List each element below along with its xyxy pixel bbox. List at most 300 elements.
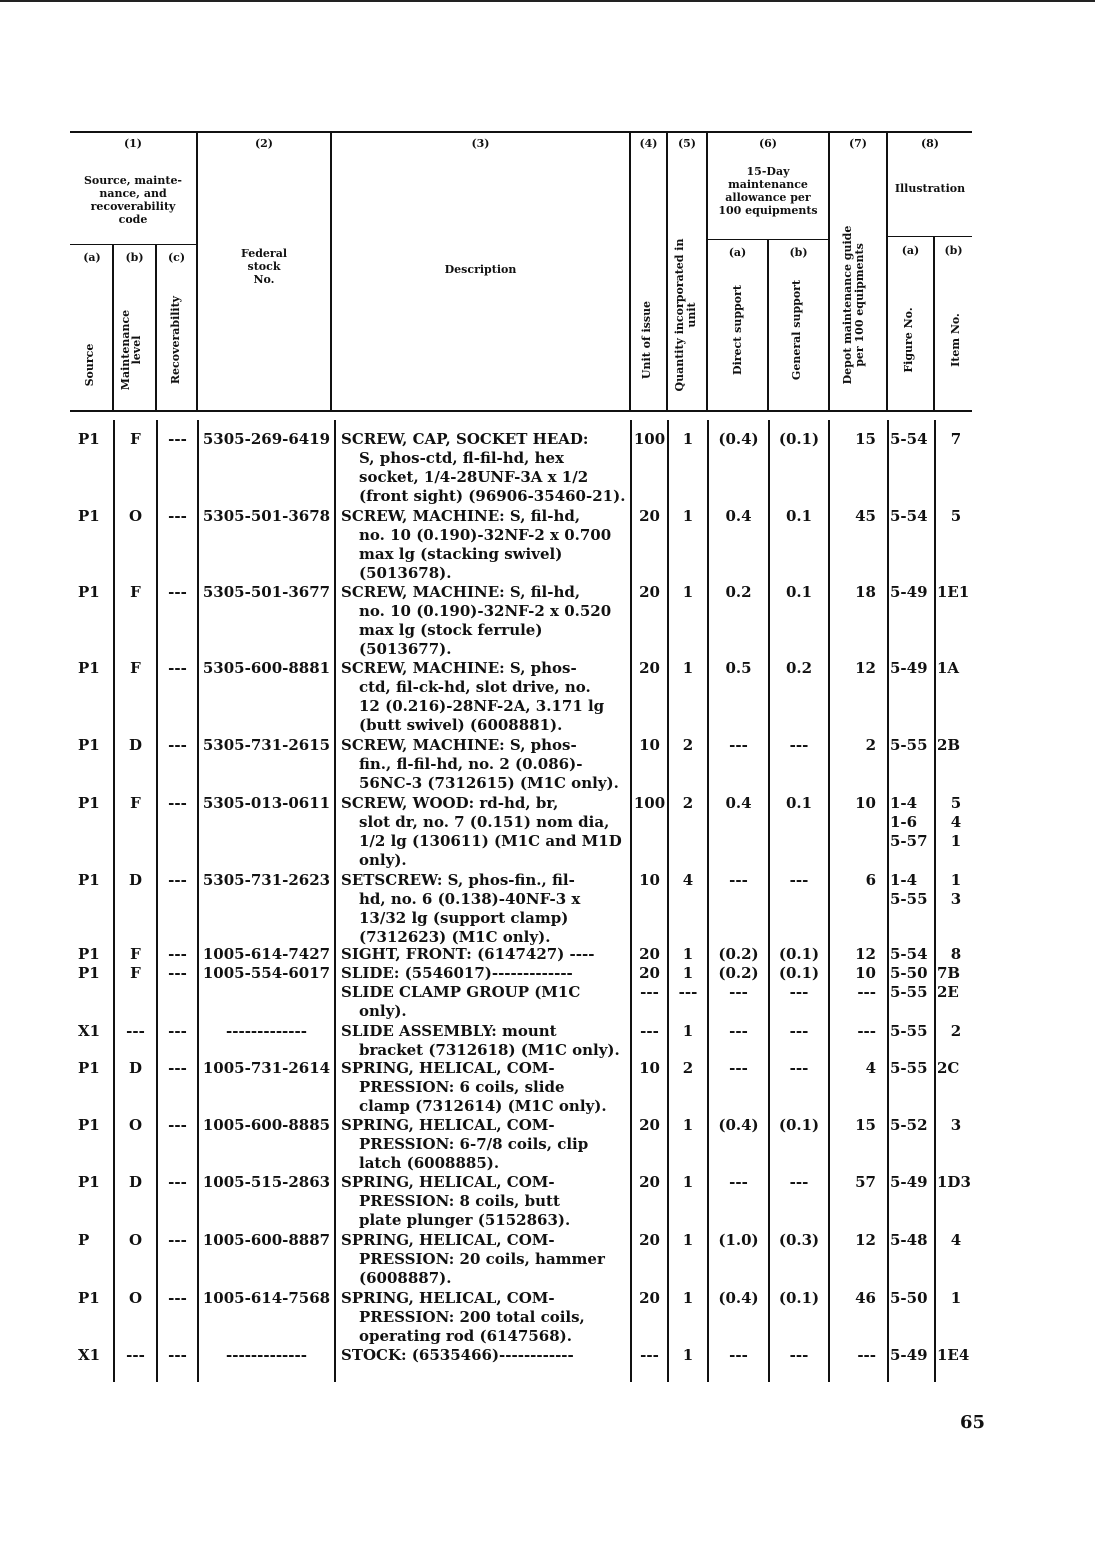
cell-item-no: 1 <box>950 871 962 889</box>
description-line: fin., fl-fil-hd, no. 2 (0.086)- <box>359 755 583 773</box>
rule-7-8 <box>886 131 888 410</box>
cell-quantity: 2 <box>682 736 694 754</box>
cell-unit-of-issue: 20 <box>639 964 660 982</box>
cell-general-support: (0.1) <box>778 430 820 448</box>
cell-recoverability: --- <box>168 583 187 601</box>
cell-unit-of-issue: 10 <box>639 1059 660 1077</box>
cell-item-no: 2 <box>950 1022 962 1040</box>
cell-federal-stock-no: 5305-013-0611 <box>202 794 331 812</box>
cell-maintenance-level: O <box>128 1289 143 1307</box>
cell-depot-guide: --- <box>857 983 876 1001</box>
description-line: SCREW, MACHINE: S, phos- <box>341 736 577 754</box>
description-line: no. 10 (0.190)-32NF-2 x 0.700 <box>359 526 612 544</box>
cell-quantity: --- <box>678 983 698 1001</box>
cell-figure-no: 5-50 <box>890 1289 928 1307</box>
cell-quantity: 1 <box>682 1022 694 1040</box>
cell-maintenance-level: F <box>130 945 141 963</box>
cell-quantity: 1 <box>682 1231 694 1249</box>
cell-depot-guide: --- <box>857 1346 876 1364</box>
cell-figure-no: 5-49 <box>890 1346 928 1364</box>
cell-item-no: 8 <box>950 945 962 963</box>
cell-item-no: 7 <box>950 430 962 448</box>
description-line: only). <box>359 851 407 869</box>
cell-general-support: (0.3) <box>778 1231 820 1249</box>
rule-4-5 <box>666 131 668 410</box>
cell-figure-no: 5-54 <box>890 430 928 448</box>
cell-federal-stock-no: 1005-600-8887 <box>202 1231 331 1249</box>
cell-source: X1 <box>78 1022 101 1040</box>
cell-item-no: 1D3 <box>937 1173 971 1191</box>
description-line: 1/2 lg (130611) (M1C and M1D <box>359 832 622 850</box>
cell-description <box>341 1173 626 1230</box>
cell-quantity: 1 <box>682 1173 694 1191</box>
cell-unit-of-issue: 10 <box>639 871 660 889</box>
cell-maintenance-level: O <box>128 1116 143 1134</box>
cell-general-support: (0.1) <box>778 1289 820 1307</box>
description-line: bracket (7312618) (M1C only). <box>359 1041 620 1059</box>
cell-general-support: --- <box>789 1022 809 1040</box>
col1-number: (1) <box>123 137 143 150</box>
cell-maintenance-level: F <box>130 583 141 601</box>
cell-description <box>341 983 626 1021</box>
cell-maintenance-level: F <box>130 430 141 448</box>
cell-direct-support: (0.4) <box>718 430 759 448</box>
cell-general-support: (0.1) <box>778 945 820 963</box>
cell-figure-no: 5-55 <box>890 890 928 908</box>
description-line: SPRING, HELICAL, COM- <box>341 1231 555 1249</box>
cell-recoverability: --- <box>168 794 187 812</box>
description-line: operating rod (6147568). <box>359 1327 572 1345</box>
col4-vertical: Unit of issue <box>640 300 653 380</box>
cell-item-no: 3 <box>950 1116 962 1134</box>
description-line: clamp (7312614) (M1C only). <box>359 1097 607 1115</box>
cell-federal-stock-no: ------------- <box>226 1346 307 1364</box>
cell-maintenance-level: D <box>128 871 142 889</box>
cell-maintenance-level: F <box>130 659 141 677</box>
cell-direct-support: (0.4) <box>718 1289 759 1307</box>
description-line: SPRING, HELICAL, COM- <box>341 1289 555 1307</box>
cell-source: P1 <box>78 1289 100 1307</box>
cell-federal-stock-no: 5305-269-6419 <box>202 430 331 448</box>
cell-federal-stock-no: 5305-501-3678 <box>202 507 331 525</box>
description-line: SLIDE ASSEMBLY: mount <box>341 1022 557 1040</box>
col1-title <box>70 174 196 226</box>
description-line: slot dr, no. 7 (0.151) nom dia, <box>359 813 610 831</box>
cell-direct-support: --- <box>729 1346 748 1364</box>
header-top-rule <box>70 131 972 133</box>
description-line: PRESSION: 8 coils, butt <box>359 1192 560 1210</box>
cell-depot-guide: 10 <box>855 794 876 812</box>
cell-figure-no: 1-4 <box>890 794 918 812</box>
description-line: (6008887). <box>359 1269 452 1287</box>
col2-title <box>198 247 330 286</box>
col6b-label: (b) <box>789 246 808 259</box>
cell-direct-support: --- <box>729 1059 748 1077</box>
cell-source: P1 <box>78 430 100 448</box>
cell-depot-guide: 45 <box>855 507 876 525</box>
description-line: S, phos-ctd, fl-fil-hd, hex <box>359 449 564 467</box>
col1-title-line: recoverability <box>90 200 176 213</box>
cell-figure-no: 5-55 <box>890 983 928 1001</box>
cell-recoverability: --- <box>168 1231 187 1249</box>
col5-vertical: Quantity incorporated in unit <box>673 238 698 392</box>
cell-depot-guide: 10 <box>855 964 876 982</box>
description-line: latch (6008885). <box>359 1154 500 1172</box>
col1c-vertical: Recoverability <box>169 295 182 385</box>
description-line: SCREW, MACHINE: S, fil-hd, <box>341 507 581 525</box>
col6b-vertical: General support <box>790 279 803 381</box>
col8-sub-rule <box>886 236 972 237</box>
rule-1a-1b <box>112 245 114 410</box>
cell-maintenance-level: D <box>128 1173 142 1191</box>
description-line: only). <box>359 1002 407 1020</box>
cell-recoverability: --- <box>168 659 187 677</box>
cell-figure-no: 5-54 <box>890 507 928 525</box>
cell-recoverability: --- <box>168 871 187 889</box>
cell-item-no: 5 <box>950 794 962 812</box>
description-line: max lg (stock ferrule) <box>359 621 543 639</box>
cell-depot-guide: 46 <box>855 1289 876 1307</box>
cell-maintenance-level: O <box>128 507 143 525</box>
cell-source: P1 <box>78 1059 100 1077</box>
col1a-vertical: Source <box>83 343 96 387</box>
cell-recoverability: --- <box>168 507 187 525</box>
col2-number: (2) <box>254 137 274 150</box>
cell-federal-stock-no: 5305-600-8881 <box>202 659 331 677</box>
rule-3-4 <box>629 131 631 410</box>
cell-quantity: 1 <box>682 507 694 525</box>
cell-description <box>341 1116 626 1173</box>
cell-description <box>341 1346 626 1365</box>
col8a-label: (a) <box>901 244 920 257</box>
col5-number: (5) <box>677 137 697 150</box>
body-rule-4 <box>334 420 336 1382</box>
cell-source: P1 <box>78 659 100 677</box>
col6-title-line: allowance per <box>725 191 811 204</box>
cell-description <box>341 583 626 659</box>
cell-depot-guide: --- <box>857 1022 876 1040</box>
cell-general-support: 0.1 <box>785 794 813 812</box>
cell-source: P1 <box>78 1173 100 1191</box>
cell-recoverability: --- <box>168 736 187 754</box>
cell-description <box>341 794 626 870</box>
cell-recoverability: --- <box>168 1022 187 1040</box>
cell-direct-support: 0.4 <box>725 507 752 525</box>
cell-quantity: 1 <box>682 1346 694 1364</box>
cell-unit-of-issue: 100 <box>633 794 666 812</box>
rule-1b-1c <box>155 245 157 410</box>
cell-direct-support: 0.2 <box>725 583 752 601</box>
cell-maintenance-level: --- <box>126 1346 145 1364</box>
cell-figure-no: 1-4 <box>890 871 918 889</box>
cell-description <box>341 736 626 793</box>
cell-figure-no: 5-48 <box>890 1231 928 1249</box>
cell-unit-of-issue: 20 <box>639 945 660 963</box>
description-line: (5013677). <box>359 640 452 658</box>
cell-recoverability: --- <box>168 1059 187 1077</box>
cell-figure-no: 5-52 <box>890 1116 928 1134</box>
description-line: (butt swivel) (6008881). <box>359 716 563 734</box>
cell-figure-no: 5-55 <box>890 736 928 754</box>
cell-source: X1 <box>78 1346 101 1364</box>
cell-federal-stock-no: 1005-614-7427 <box>202 945 331 963</box>
cell-maintenance-level: O <box>128 1231 143 1249</box>
col2-title-line: Federal <box>241 247 287 260</box>
cell-general-support: (0.1) <box>778 964 820 982</box>
cell-maintenance-level: F <box>130 964 141 982</box>
description-line: SPRING, HELICAL, COM- <box>341 1059 555 1077</box>
cell-federal-stock-no: 5305-731-2623 <box>202 871 331 889</box>
cell-direct-support: (0.2) <box>718 945 759 963</box>
col1c-label: (c) <box>167 251 186 264</box>
rule-6a-6b <box>767 240 769 410</box>
description-line: STOCK: (6535466)------------ <box>341 1346 574 1364</box>
cell-depot-guide: 57 <box>855 1173 876 1191</box>
cell-source: P1 <box>78 507 100 525</box>
cell-source: P <box>78 1231 90 1249</box>
cell-unit-of-issue: 20 <box>639 507 660 525</box>
cell-unit-of-issue: 10 <box>639 736 660 754</box>
description-line: SLIDE CLAMP GROUP (M1C <box>341 983 581 1001</box>
cell-recoverability: --- <box>168 430 187 448</box>
description-line: PRESSION: 20 coils, hammer <box>359 1250 605 1268</box>
cell-item-no: 4 <box>950 1231 962 1249</box>
cell-unit-of-issue: 20 <box>639 1116 660 1134</box>
col6-number: (6) <box>758 137 778 150</box>
cell-direct-support: --- <box>729 1173 748 1191</box>
description-line: SPRING, HELICAL, COM- <box>341 1173 555 1191</box>
description-line: ctd, fil-ck-hd, slot drive, no. <box>359 678 591 696</box>
description-line: SCREW, MACHINE: S, fil-hd, <box>341 583 581 601</box>
cell-federal-stock-no: 1005-515-2863 <box>202 1173 331 1191</box>
cell-unit-of-issue: 20 <box>639 583 660 601</box>
rule-6-7 <box>828 131 830 410</box>
col4-number: (4) <box>639 137 658 150</box>
cell-source: P1 <box>78 871 100 889</box>
col1-title-line: code <box>118 213 148 226</box>
cell-quantity: 2 <box>682 1059 694 1077</box>
cell-quantity: 1 <box>682 583 694 601</box>
page-top-rule <box>0 0 1095 2</box>
col8-number: (8) <box>920 137 940 150</box>
cell-depot-guide: 2 <box>865 736 876 754</box>
cell-direct-support: --- <box>729 871 748 889</box>
description-line: (front sight) (96906-35460-21). <box>359 487 626 505</box>
cell-description <box>341 964 626 983</box>
cell-unit-of-issue: 20 <box>639 659 660 677</box>
cell-direct-support: 0.5 <box>725 659 752 677</box>
cell-figure-no: 5-50 <box>890 964 928 982</box>
cell-depot-guide: 6 <box>865 871 876 889</box>
cell-general-support: --- <box>789 736 809 754</box>
cell-item-no: 1E4 <box>937 1346 970 1364</box>
col6a-label: (a) <box>728 246 747 259</box>
cell-figure-no: 5-55 <box>890 1059 928 1077</box>
cell-source: P1 <box>78 1116 100 1134</box>
cell-unit-of-issue: --- <box>640 1346 659 1364</box>
cell-general-support: --- <box>789 1346 809 1364</box>
description-line: (5013678). <box>359 564 452 582</box>
description-line: no. 10 (0.190)-32NF-2 x 0.520 <box>359 602 612 620</box>
cell-figure-no: 5-55 <box>890 1022 928 1040</box>
cell-description <box>341 1022 626 1060</box>
body-rule-10 <box>887 420 889 1382</box>
page-number: 65 <box>960 1412 986 1433</box>
description-line: SLIDE: (5546017)------------- <box>341 964 573 982</box>
description-line: SPRING, HELICAL, COM- <box>341 1116 555 1134</box>
cell-source: P1 <box>78 736 100 754</box>
cell-description <box>341 1059 626 1116</box>
cell-depot-guide: 12 <box>855 659 876 677</box>
cell-figure-no: 5-57 <box>890 832 928 850</box>
col1-sub-rule <box>70 244 196 245</box>
cell-maintenance-level: --- <box>126 1022 145 1040</box>
col7-vertical: Depot maintenance guide per 100 equipments <box>841 225 866 385</box>
cell-federal-stock-no: ------------- <box>226 1022 307 1040</box>
header-bottom-rule <box>70 410 972 412</box>
cell-maintenance-level: F <box>130 794 141 812</box>
cell-description <box>341 945 626 964</box>
cell-quantity: 4 <box>682 871 694 889</box>
cell-direct-support: --- <box>729 1022 748 1040</box>
cell-quantity: 1 <box>682 430 694 448</box>
description-line: SETSCREW: S, phos-fin., fil- <box>341 871 575 889</box>
col3-title: Description <box>444 263 517 276</box>
cell-general-support: 0.1 <box>785 507 813 525</box>
cell-description <box>341 1289 626 1346</box>
cell-recoverability: --- <box>168 945 187 963</box>
cell-recoverability: --- <box>168 964 187 982</box>
cell-direct-support: 0.4 <box>725 794 752 812</box>
col1b-vertical: Maintenance level <box>119 309 143 391</box>
cell-description <box>341 507 626 583</box>
col1a-label: (a) <box>83 251 101 264</box>
description-line: 12 (0.216)-28NF-2A, 3.171 lg <box>359 697 605 715</box>
cell-quantity: 1 <box>682 945 694 963</box>
description-line: PRESSION: 200 total coils, <box>359 1308 585 1326</box>
cell-depot-guide: 18 <box>855 583 876 601</box>
col1b-label: (b) <box>125 251 144 264</box>
cell-description <box>341 1231 626 1288</box>
cell-description <box>341 659 626 735</box>
cell-direct-support: (0.4) <box>718 1116 759 1134</box>
description-line: 56NC-3 (7312615) (M1C only). <box>359 774 619 792</box>
cell-quantity: 1 <box>682 1116 694 1134</box>
col8b-vertical: Item No. <box>949 313 962 367</box>
cell-source: P1 <box>78 945 100 963</box>
col6a-vertical: Direct support <box>731 285 744 375</box>
cell-direct-support: (0.2) <box>718 964 759 982</box>
cell-federal-stock-no: 1005-600-8885 <box>202 1116 331 1134</box>
cell-source: P1 <box>78 964 100 982</box>
cell-general-support: 0.2 <box>785 659 813 677</box>
cell-federal-stock-no: 1005-554-6017 <box>202 964 331 982</box>
description-line: socket, 1/4-28UNF-3A x 1/2 <box>359 468 589 486</box>
cell-quantity: 2 <box>682 794 694 812</box>
cell-federal-stock-no: 1005-731-2614 <box>202 1059 331 1077</box>
col8b-label: (b) <box>944 244 963 257</box>
cell-federal-stock-no: 5305-501-3677 <box>202 583 331 601</box>
cell-depot-guide: 12 <box>855 1231 876 1249</box>
cell-figure-no: 5-49 <box>890 659 928 677</box>
cell-source: P1 <box>78 794 100 812</box>
cell-unit-of-issue: 20 <box>639 1289 660 1307</box>
cell-general-support: --- <box>789 1059 809 1077</box>
cell-general-support: --- <box>789 1173 809 1191</box>
description-line: SCREW, CAP, SOCKET HEAD: <box>341 430 589 448</box>
cell-federal-stock-no: 5305-731-2615 <box>202 736 331 754</box>
cell-general-support: --- <box>789 983 809 1001</box>
description-line: SIGHT, FRONT: (6147427) ---- <box>341 945 595 963</box>
cell-item-no: 5 <box>950 507 962 525</box>
cell-description <box>341 871 626 947</box>
col6-title-line: 15-Day <box>746 165 790 178</box>
cell-recoverability: --- <box>168 1116 187 1134</box>
col2-title-line: No. <box>253 273 275 286</box>
cell-general-support: (0.1) <box>778 1116 820 1134</box>
cell-maintenance-level: D <box>128 736 142 754</box>
cell-unit-of-issue: 100 <box>633 430 666 448</box>
cell-unit-of-issue: 20 <box>639 1173 660 1191</box>
description-line: SCREW, MACHINE: S, phos- <box>341 659 577 677</box>
cell-federal-stock-no: 1005-614-7568 <box>202 1289 331 1307</box>
cell-quantity: 1 <box>682 1289 694 1307</box>
cell-item-no: 3 <box>950 890 962 908</box>
description-line: plate plunger (5152863). <box>359 1211 571 1229</box>
cell-description <box>341 430 626 506</box>
cell-item-no: 7B <box>937 964 961 982</box>
col7-number: (7) <box>848 137 868 150</box>
cell-recoverability: --- <box>168 1173 187 1191</box>
col6-title-line: maintenance <box>728 178 808 191</box>
description-line: SCREW, WOOD: rd-hd, br, <box>341 794 559 812</box>
cell-general-support: --- <box>789 871 809 889</box>
col3-number: (3) <box>471 137 490 150</box>
rule-8a-8b <box>933 237 935 410</box>
cell-direct-support: (1.0) <box>718 1231 759 1249</box>
cell-source: P1 <box>78 583 100 601</box>
cell-item-no: 2B <box>937 736 961 754</box>
col6-title <box>708 165 828 217</box>
cell-direct-support: --- <box>729 736 748 754</box>
cell-item-no: 2C <box>937 1059 960 1077</box>
cell-direct-support: --- <box>729 983 748 1001</box>
cell-item-no: 1 <box>950 832 962 850</box>
cell-unit-of-issue: --- <box>640 983 659 1001</box>
cell-item-no: 1A <box>937 659 960 677</box>
cell-general-support: 0.1 <box>785 583 813 601</box>
cell-depot-guide: 15 <box>855 1116 876 1134</box>
cell-maintenance-level: D <box>128 1059 142 1077</box>
cell-item-no: 1E1 <box>937 583 970 601</box>
description-line: PRESSION: 6-7/8 coils, clip <box>359 1135 589 1153</box>
cell-unit-of-issue: --- <box>640 1022 659 1040</box>
col1-title-line: nance, and <box>99 187 167 200</box>
cell-depot-guide: 12 <box>855 945 876 963</box>
description-line: max lg (stacking swivel) <box>359 545 563 563</box>
cell-figure-no: 1-6 <box>890 813 918 831</box>
cell-recoverability: --- <box>168 1346 187 1364</box>
cell-figure-no: 5-49 <box>890 1173 928 1191</box>
cell-item-no: 1 <box>950 1289 962 1307</box>
description-line: 13/32 lg (support clamp) <box>359 909 569 927</box>
col8a-vertical: Figure No. <box>902 307 915 373</box>
cell-figure-no: 5-54 <box>890 945 928 963</box>
col2-title-line: stock <box>247 260 281 273</box>
cell-unit-of-issue: 20 <box>639 1231 660 1249</box>
cell-quantity: 1 <box>682 964 694 982</box>
cell-recoverability: --- <box>168 1289 187 1307</box>
